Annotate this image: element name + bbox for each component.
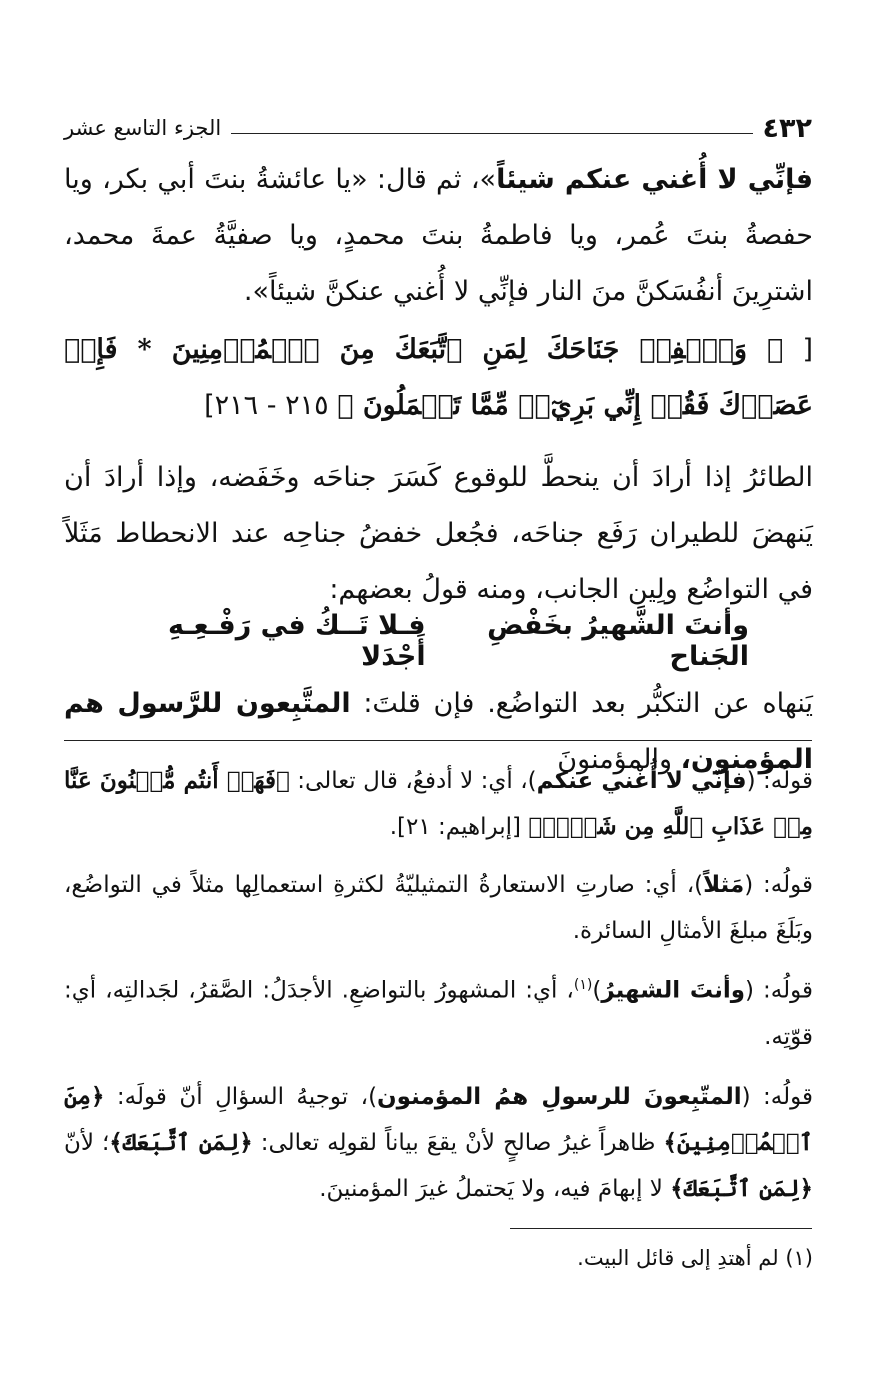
bird-text: الطائرُ إذا أرادَ أن ينحطَّ للوقوع كَسَرَ جناحَه وخَفَضه، وإذا أرادَ أن يَنهضَ للطيران رَفَع جناحَه، فجُعل خفضُ جناحِه عند الانحطاط مَثَلاً في التواضُع ولِين الجانب، ومنه قولُ بعضهم:: [64, 462, 813, 605]
c3-bold: وأنتَ الشهيرُ: [601, 977, 746, 1004]
c2-bold: مَثلاً: [703, 872, 745, 898]
verse-open-bracket: [: [802, 334, 814, 365]
c4-verse-3: ﴿لِمَنِ ٱتَّبَعَكَ﴾: [670, 1175, 813, 1202]
footnote-marker: (١): [573, 977, 593, 993]
c4-prefix: قولُه: (: [741, 1084, 814, 1110]
c3-prefix: قولُه: (: [745, 977, 813, 1004]
c4-verse-2: ﴿لِمَنِ ٱتَّبَعَكَ﴾: [109, 1129, 253, 1156]
c1-text: )، أي: لا أدفعُ، قال تعالى:: [297, 768, 537, 794]
question-start: يَنهاه عن التكبُّر بعد التواضُع. فإن قلتَ:: [363, 688, 813, 719]
poem-verse: [120, 610, 749, 672]
question-end: والمؤمنونَ: [557, 744, 673, 775]
c4-text-3: ؛ لأنّ: [64, 1130, 110, 1156]
c1-bold: فإنّي لا أُغْني عنكم: [536, 768, 747, 794]
paragraph-bird: [64, 450, 813, 618]
quran-verse-block: [64, 322, 813, 434]
c2-prefix: قولُه: (: [744, 872, 814, 898]
c4-bold: المتّبِعونَ للرسولِ همُ المؤمنون: [377, 1084, 742, 1110]
paragraph-hadith: [64, 152, 813, 320]
c3-text: ، أي: المشهورُ بالتواضعِ. الأجدَلُ: الصَّقرُ، لجَدالتِه، أي: قوّتِه.: [64, 977, 813, 1050]
hadith-bold: فإنِّي لا أُغني عنكم شيئاً: [496, 164, 813, 195]
c1-prefix: قولُه: (: [746, 768, 814, 794]
page-header: [64, 108, 812, 148]
footnote: (١) لم أهتدِ إلى قائل البيت.: [577, 1246, 813, 1270]
c1-verse: ﴿فَهَلۡ أَنتُم مُّغۡنُونَ عَنَّا مِنۡ عَذَابِ ٱللَّهِ مِن شَيۡءٖ﴾: [64, 767, 813, 840]
c4-verse-1: ﴿مِنَ ٱلۡمُؤۡمِنِينَ﴾: [64, 1083, 814, 1156]
c4-text-2: ظاهراً غيرُ صالحٍ لأنْ يقعَ بياناً لقولِه تعالى:: [260, 1130, 656, 1156]
quran-verse: ﴿ وَٱخۡفِضۡ جَنَاحَكَ لِمَنِ ٱتَّبَعَكَ مِنَ ٱلۡمُؤۡمِنِينَ * فَإِنۡ عَصَوۡكَ فَقُلۡ إِنِّي بَرِيٓءٞ مِّمَّا تَعۡمَلُونَ ﴾: [64, 334, 813, 421]
poem-hemistich-left: فـلا تَــكُ في رَفْـعِـهِ أَجْدَلا: [167, 610, 426, 672]
verse-reference: ٢١٥ - ٢١٦]: [204, 390, 329, 421]
poem-hemistich-right: وأنتَ الشَّهيرُ بخَفْضِ الجَناح: [487, 610, 749, 672]
c2-text: )، أي: صارتِ الاستعارةُ التمثيليّةُ لكثرةِ استعمالِها مثلاً في التواضُع، وبَلَغَ مبلغَ الأمثالِ السائرة.: [64, 872, 813, 944]
commentary-2: [64, 862, 813, 954]
footnote-separator: [510, 1228, 812, 1229]
commentary-3: قولُه: (وأنتَ الشهيرُ)$^{(١)}$، أي: المشهورُ بالتواضعِ. الأجدَلُ: الصَّقرُ، لجَدالتِه، أي: قوّتِه.: [64, 977, 813, 1050]
commentary-1: [64, 758, 813, 850]
question-bold: المتَّبِعون للرَّسول هم المؤمنون،: [64, 688, 813, 775]
hadith-text: »، ثم قال: «يا عائشةُ بنتَ أبي بكر، ويا حفصةُ بنتَ عُمر، ويا فاطمةُ بنتَ محمدٍ، ويا صفيَّةُ عمةَ محمد، اشترِينَ أنفُسَكنَّ منَ النار فإنِّي لا أُغني عنكنَّ شيئاً».: [64, 164, 813, 307]
commentary-separator: [64, 740, 812, 741]
commentary-4: [64, 1074, 813, 1212]
page-number: ٤٣٢: [762, 112, 812, 144]
header-rule: [231, 133, 752, 134]
c4-text-1: )، توجيهُ السؤالِ أنّ قولَه:: [116, 1084, 378, 1110]
c1-ref: [إبراهيم: ٢١].: [389, 814, 522, 840]
c4-text-4: لا إبهامَ فيه، ولا يَحتملُ غيرَ المؤمنينَ.: [319, 1176, 663, 1202]
part-title: الجزء التاسع عشر: [64, 116, 222, 140]
